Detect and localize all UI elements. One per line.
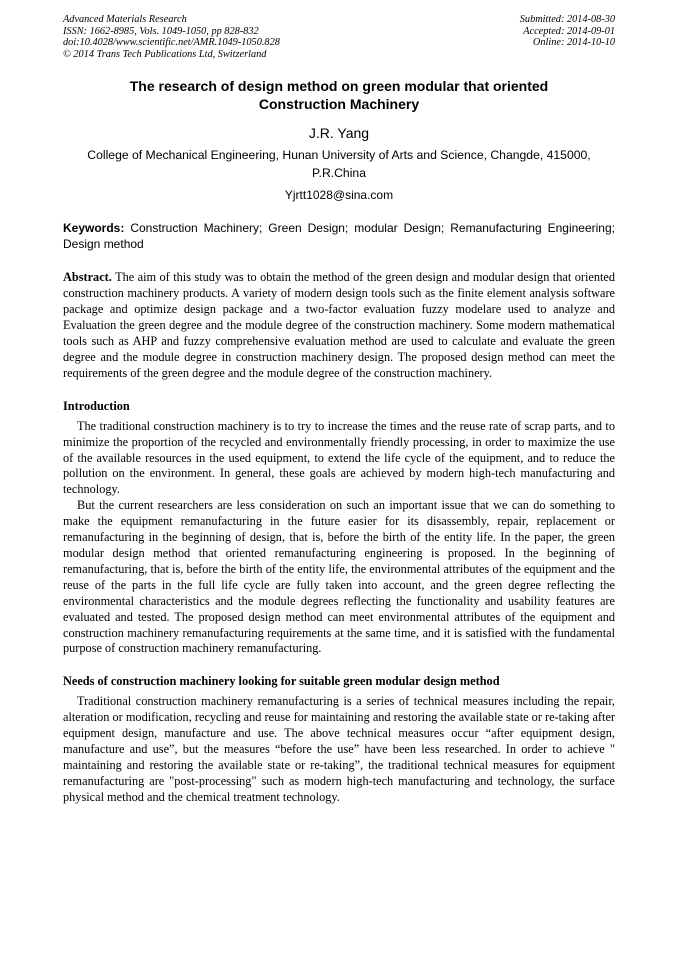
- affiliation: [63, 147, 615, 182]
- keywords: [63, 221, 615, 252]
- affiliation-line-1: College of Mechanical Engineering, Hunan University of Arts and Science, Changde, 415000,: [87, 148, 591, 163]
- intro-paragraph-2: But the current researchers are less consideration on such an important issue that we can do something to make the equipment remanufacturing in the future easier for its disassembly, repair, replacement or remanufacturing in the beginning of design, that is, before the birth of the entity life. In the paper, the green modular design method that oriented remanufacturing engineering is proposed. In the beginning of remanufacturing, that is, before the birth of the entity life, the environmental attributes of the equipment and the reuse of the parts in the full life cycle are fully taken into account, and the green degree reflecting the environmental characteristics and the module degrees reflecting the functionality and usability features are evaluated and tested. The proposed design method can meet environmental attributes of the equipment and construction machinery remanufacturing requirements at the same time, and it is satisfied with the fundamental purpose of construction machinery remanufacturing.: [63, 498, 615, 656]
- abstract: [63, 270, 615, 381]
- issn-line: ISSN: 1662-8985, Vols. 1049-1050, pp 828-832: [63, 25, 259, 37]
- intro-paragraph-1: The traditional construction machinery is to try to increase the times and the reuse rate of scrap parts, and to minimize the proportion of the recycled and environmentally friendly processing, in order to maximize the use of the available resources in the used equipment, to extend the life cycle of the equipment, and to reduce the pollution on the environment. In general, these goals are achieved by modern high-tech manufacturing and technology.: [63, 418, 615, 497]
- accepted-date: Accepted: 2014-09-01: [523, 25, 615, 37]
- journal-info: [63, 14, 280, 60]
- journal-name: Advanced Materials Research: [63, 14, 187, 25]
- abstract-text: The aim of this study was to obtain the method of the green design and modular design that oriented construction machinery products. A variety of modern design tools such as the finite element analysis software package and optimize design package and a two-factor evaluation fuzzy modelare used to analyze and Evaluation the green degree and the module degree of the construction machinery. Some modern mathematical tools such as AHP and fuzzy comprehensive evaluation method are used to calculate and evaluate the green degree and the module degree in construction machinery design. The proposed design method can meet the requirements of the green degree and the module degree of the construction machinery.: [63, 270, 615, 380]
- author-name: J.R. Yang: [308, 125, 370, 142]
- title-line-1: The research of design method on green modular that oriented: [129, 78, 549, 95]
- title-line-2: Construction Machinery: [258, 96, 420, 113]
- section-heading-needs: Needs of construction machinery looking for suitable green modular design method: [63, 674, 500, 689]
- copyright-line: © 2014 Trans Tech Publications Ltd, Switzerland: [63, 48, 267, 60]
- submission-dates: [520, 14, 615, 60]
- author-email[interactable]: Yjrtt1028@sina.com: [284, 188, 394, 203]
- journal-header: [63, 14, 615, 60]
- paper-title: [63, 77, 615, 113]
- keywords-text: Construction Machinery; Green Design; modular Design; Remanufacturing Engineering; Design method: [63, 221, 615, 251]
- needs-paragraph-1: Traditional construction machinery remanufacturing is a series of technical measures including the repair, alteration or modification, recycling and reuse for maintaining and restoring the available state or re-taking after equipment design, manufacture and use. The above technical measures occur “after equipment design, manufacture and use”, but the measures “before the use” have been less researched. In order to achieve " maintaining and restoring the available state or re-taking”, the traditional technical measures for equipment remanufacturing are "post-processing" such as modern high-tech manufacturing and technology, the surface physical method and the chemical treatment technology.: [63, 694, 615, 804]
- abstract-label: Abstract.: [63, 270, 112, 285]
- affiliation-line-2: P.R.China: [312, 165, 366, 180]
- online-date: Online: 2014-10-10: [532, 37, 615, 49]
- section-heading-introduction: Introduction: [63, 398, 130, 413]
- keywords-label: Keywords:: [63, 221, 125, 236]
- submitted-date: Submitted: 2014-08-30: [519, 14, 615, 25]
- doi-link[interactable]: doi:10.4028/www.scientific.net/AMR.1049-1050.828: [63, 37, 280, 49]
